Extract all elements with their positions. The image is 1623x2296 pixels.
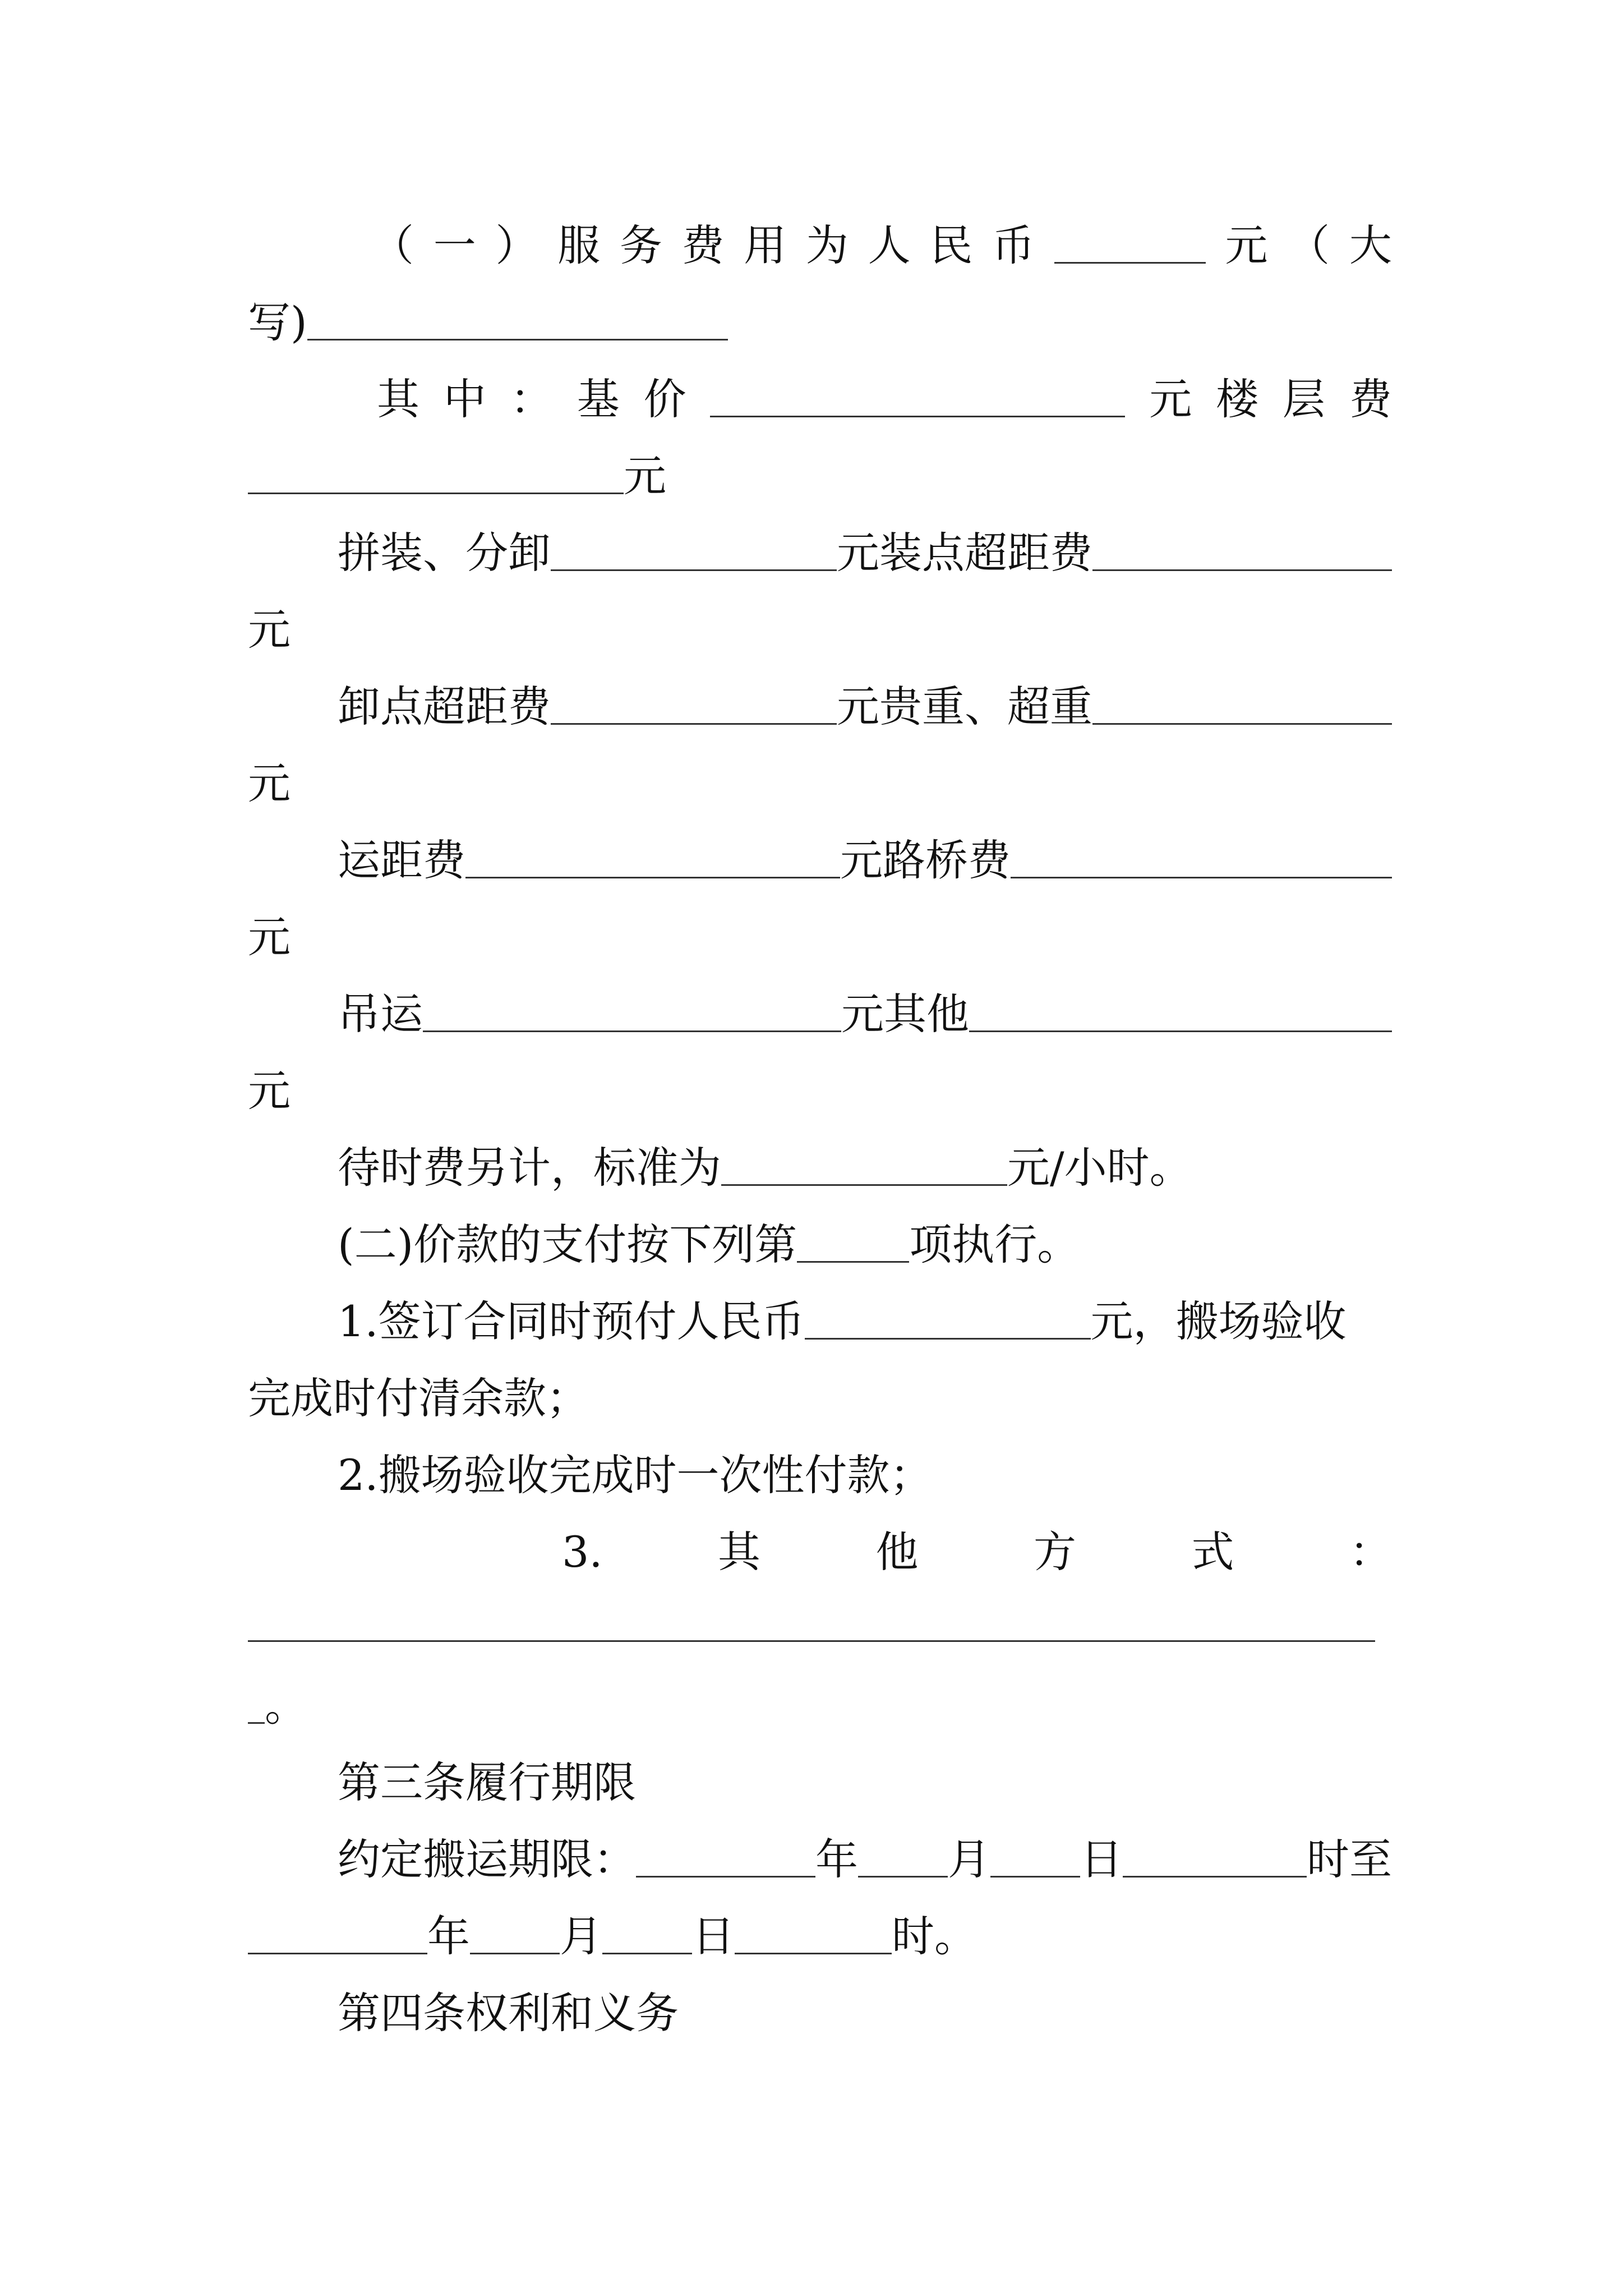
crane-fee-blank[interactable] <box>423 989 841 1032</box>
char: 元 <box>1225 220 1268 270</box>
char: 币 <box>992 220 1035 270</box>
char: 他 <box>875 1527 919 1577</box>
char: 服 <box>557 220 601 270</box>
floor-fee-blank[interactable] <box>248 451 624 494</box>
unloading-fee-line <box>338 673 1392 740</box>
unit-text: 元 <box>248 605 291 655</box>
valuable-heavy-fee-blank[interactable] <box>1092 682 1392 725</box>
other-method-blank-line <box>248 1595 1392 1663</box>
char: （ <box>1287 220 1330 270</box>
label: (二)价款的支付按下列第 <box>338 1220 797 1269</box>
payment-method-line <box>338 1211 1392 1278</box>
char: 费 <box>681 220 725 270</box>
char: 楼 <box>1216 374 1259 424</box>
label: 年 <box>815 1834 858 1884</box>
service-fee-capital-line <box>248 289 1392 356</box>
end-day-blank[interactable] <box>602 1911 692 1954</box>
label: 月 <box>948 1834 990 1884</box>
label: 拼装、分卸 <box>338 528 551 578</box>
label: 元装点超距费 <box>837 528 1092 578</box>
end-year-blank[interactable] <box>248 1911 427 1954</box>
start-year-blank[interactable] <box>636 1834 815 1878</box>
char: ） <box>495 220 538 270</box>
text: 。 <box>265 1681 307 1731</box>
toll-fee-blank[interactable] <box>1011 835 1392 878</box>
base-price-blank[interactable] <box>710 374 1125 417</box>
label: 元，搬场验收 <box>1090 1296 1347 1346</box>
text: 元 <box>624 451 666 501</box>
unit-text: 元 <box>248 1066 291 1116</box>
char: 层 <box>1283 374 1325 424</box>
unloading-distance-fee-blank[interactable] <box>551 682 837 725</box>
label: 元贵重、超重 <box>837 682 1092 731</box>
label: 吊运 <box>338 989 423 1039</box>
service-fee-line <box>371 212 1392 279</box>
start-month-blank[interactable] <box>858 1834 948 1878</box>
char: 民 <box>930 220 973 270</box>
label: 待时费另计，标准为 <box>338 1143 721 1193</box>
label: 运距费 <box>338 835 465 885</box>
char: （ <box>371 220 414 270</box>
other-method-blank[interactable] <box>248 1599 1375 1642</box>
label: 卸点超距费 <box>338 682 551 731</box>
label: 时。 <box>892 1911 977 1961</box>
other-method-blank-tail[interactable] <box>248 1681 265 1724</box>
moving-period-end-line <box>248 1903 1392 1970</box>
char: ： <box>1349 1527 1392 1577</box>
distance-fee-line <box>338 827 1392 894</box>
char: 中 <box>443 374 486 424</box>
prepayment-blank[interactable] <box>805 1296 1091 1340</box>
label: 元其他 <box>841 989 969 1039</box>
char: 价 <box>643 374 686 424</box>
char: ： <box>510 374 553 424</box>
payment-option-3-line <box>562 1519 1392 1586</box>
label: 1.签订合同时预付人民币 <box>338 1296 805 1346</box>
label: 日 <box>1080 1834 1123 1884</box>
assembly-fee-blank[interactable] <box>551 528 837 571</box>
label: 月 <box>560 1911 602 1961</box>
waiting-fee-line <box>338 1134 1392 1202</box>
label: 时至 <box>1307 1834 1392 1884</box>
label: 日 <box>692 1911 735 1961</box>
label: 约定搬运期限： <box>338 1834 636 1884</box>
char: 人 <box>868 220 911 270</box>
char: 方 <box>1033 1527 1076 1577</box>
waiting-fee-blank[interactable] <box>721 1143 1007 1186</box>
payment-option-1-cont: 完成时付清余款； <box>248 1373 589 1423</box>
label: 元/小时。 <box>1007 1143 1192 1193</box>
unit-text: 元 <box>248 758 291 808</box>
char: 3. <box>562 1527 603 1577</box>
text: 写) <box>248 297 307 347</box>
label: 元路桥费 <box>840 835 1011 885</box>
start-hour-blank[interactable] <box>1123 1834 1307 1878</box>
label: 年 <box>427 1911 470 1961</box>
char: 费 <box>1349 374 1392 424</box>
end-hour-blank[interactable] <box>735 1911 892 1954</box>
end-month-blank[interactable] <box>470 1911 560 1954</box>
loading-distance-fee-blank[interactable] <box>1092 528 1392 571</box>
floor-fee-line <box>248 443 1392 510</box>
moving-period-start-line <box>338 1826 1392 1893</box>
start-day-blank[interactable] <box>990 1834 1080 1878</box>
service-fee-capital-blank[interactable] <box>307 297 728 341</box>
base-price-line <box>377 366 1392 433</box>
payment-option-2-line: 2.搬场验收完成时一次性付款； <box>338 1450 933 1500</box>
article-4-title: 第四条权利和义务 <box>338 1988 679 2038</box>
service-fee-amount-blank[interactable] <box>1054 220 1206 264</box>
char: 元 <box>1149 374 1192 424</box>
article-3-title: 第三条履行期限 <box>338 1757 636 1807</box>
label: 项执行。 <box>909 1220 1080 1269</box>
other-fee-blank[interactable] <box>969 989 1392 1032</box>
char: 大 <box>1349 220 1392 270</box>
payment-option-blank[interactable] <box>797 1220 909 1263</box>
char: 式 <box>1191 1527 1234 1577</box>
distance-fee-blank[interactable] <box>465 835 840 878</box>
unit-text: 元 <box>248 912 291 962</box>
assembly-fee-line <box>338 519 1392 587</box>
char: 其 <box>377 374 419 424</box>
crane-fee-line <box>338 981 1392 1048</box>
char: 用 <box>744 220 787 270</box>
char: 基 <box>577 374 620 424</box>
char: 其 <box>718 1527 760 1577</box>
payment-option-1-line <box>338 1288 1392 1355</box>
other-method-end-line <box>248 1672 1392 1740</box>
char: 务 <box>619 220 662 270</box>
char: 一 <box>433 220 476 270</box>
char: 为 <box>805 220 849 270</box>
